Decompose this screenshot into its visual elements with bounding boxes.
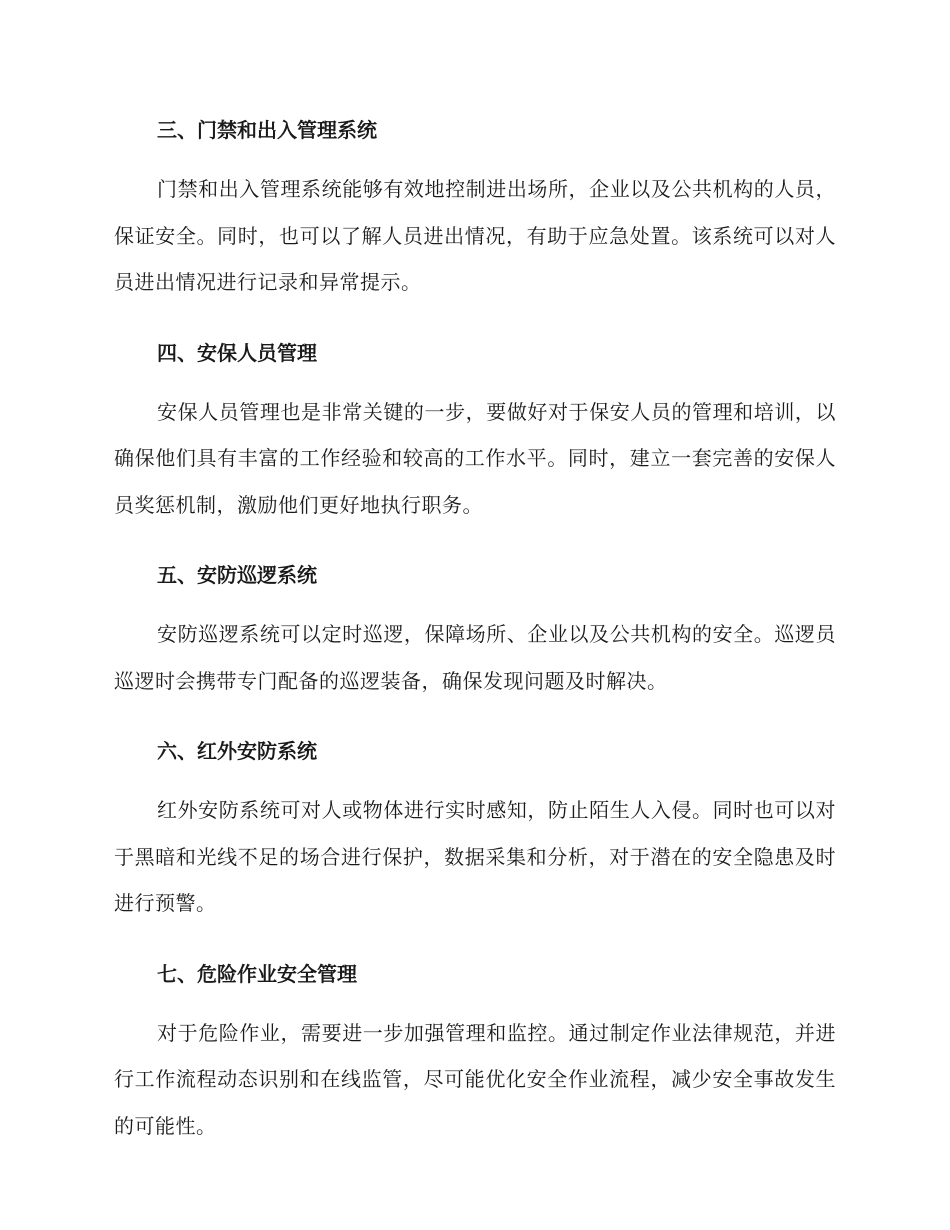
- section-paragraph: 门禁和出入管理系统能够有效地控制进出场所，企业以及公共机构的人员，保证安全。同时，也可以了解人员进出情况，有助于应急处置。该系统可以对人员进出情况进行记录和异常提示。: [114, 177, 836, 294]
- section-heading: 六、红外安防系统: [157, 739, 317, 763]
- section-infrared-system: [114, 731, 836, 927]
- section-patrol-system: [114, 555, 836, 704]
- section-heading: 四、安保人员管理: [157, 340, 317, 365]
- section-paragraph: 红外安防系统可对人或物体进行实时感知，防止陌生人入侵。同时也可以对于黑暗和光线不足的场合进行保护，数据采集和分析，对于潜在的安全隐患及时进行预警。: [114, 798, 836, 915]
- section-heading: 五、安防巡逻系统: [157, 563, 317, 587]
- section-paragraph: 安保人员管理也是非常关键的一步，要做好对于保安人员的管理和培训，以确保他们具有丰富的工作经验和较高的工作水平。同时，建立一套完善的安保人员奖惩机制，激励他们更好地执行职务。: [114, 399, 836, 517]
- section-paragraph: 对于危险作业，需要进一步加强管理和监控。通过制定作业法律规范，并进行工作流程动态识别和在线监管，尽可能优化安全作业流程，减少安全事故发生的可能性。: [114, 1020, 836, 1138]
- section-hazardous-work: [114, 954, 836, 1150]
- section-security-staff: [114, 333, 836, 529]
- section-heading: 七、危险作业安全管理: [157, 961, 357, 986]
- section-heading: 三、门禁和出入管理系统: [157, 118, 377, 142]
- section-paragraph: 安防巡逻系统可以定时巡逻，保障场所、企业以及公共机构的安全。巡逻员巡逻时会携带专门配备的巡逻装备，确保发现问题及时解决。: [114, 622, 836, 693]
- section-access-control: [114, 110, 836, 306]
